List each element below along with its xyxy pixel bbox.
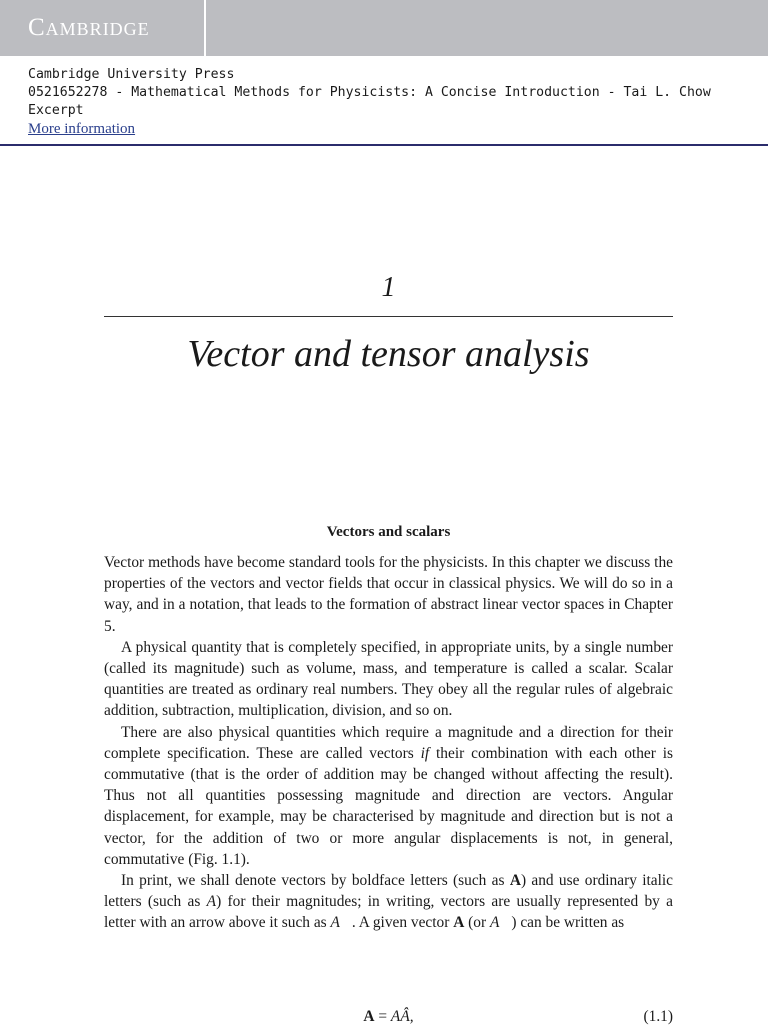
publisher-name: Cambridge University Press [28,67,235,82]
equation-body: A = AÂ, [363,1008,414,1025]
equation-1-1 [104,1005,673,1029]
header-rule [0,144,768,146]
cambridge-logo: Cambridge [28,14,150,41]
chapter-number: 1 [381,272,396,303]
paragraph-4: In print, we shall denote vectors by boldface letters (such as A) and use ordinary italic letters (such as A) for their magnitudes; in writing, vectors are usually represented by a letter with an arrow above it such as A⃗. A given vector A (or A⃗) can be written as [104,872,673,932]
publisher-banner [0,0,768,56]
section-heading: Vectors and scalars [326,524,451,540]
excerpt-meta [28,66,728,139]
paragraph-3: There are also physical quantities which require a magnitude and a direction for their complete specification. These are called vectors if their combination with each other is commutative (that is the order of addition may be changed without affecting the result). Thus not all quantities possessing magnitude and direction are vectors. Angular displacement, for example, may be characterised by magnitude and direction but is not a vector, for the addition of two or more angular displacements is not, in general, commutative (Fig. 1.1). [104,723,673,868]
banner-divider [204,0,206,56]
equation-number: (1.1) [643,1008,673,1025]
chapter-rule [104,316,673,317]
body-text [104,552,673,934]
book-info: 0521652278 - Mathematical Methods for Physicists: A Concise Introduction - Tai L. Chow [28,85,711,100]
chapter-title: Vector and tensor analysis [187,333,590,375]
paragraph-2: A physical quantity that is completely specified, in appropriate units, by a single number (called its magnitude) such as volume, mass, and temperature is called a scalar. Scalar quantities are treated as ordinary real numbers. They obey all the regular rules of algebraic addition, subtraction, multiplication, division, and so on. [104,638,673,720]
more-information-link[interactable]: More information [28,121,136,137]
excerpt-label: Excerpt [28,103,84,118]
paragraph-1: Vector methods have become standard tools for the physicists. In this chapter we discuss the properties of the vectors and vector fields that occur in classical physics. We will do so in a way, and in a notation, that leads to the formation of abstract linear vector spaces in Chapter 5. [104,554,673,635]
